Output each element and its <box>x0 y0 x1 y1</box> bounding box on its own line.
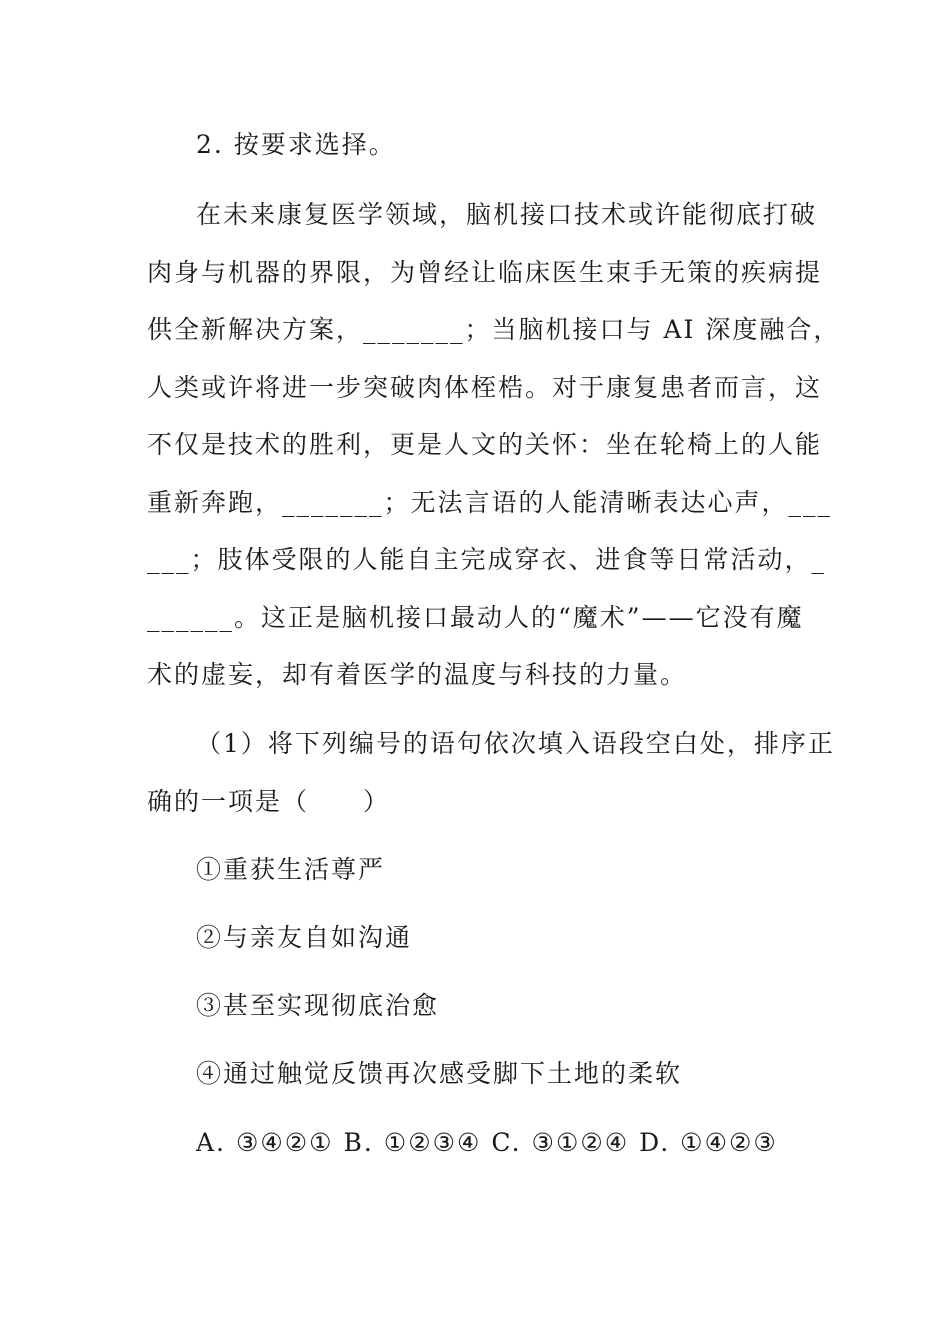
option-sentence: ①重获生活尊严 <box>196 855 386 884</box>
passage-line: ______。这正是脑机接口最动人的“魔术”——它没有魔 <box>147 603 804 632</box>
passage-line: 肉身与机器的界限，为曾经让临床医生束手无策的疾病提 <box>147 258 823 287</box>
passage-line: 术的虚妄，却有着医学的温度与科技的力量。 <box>147 660 688 689</box>
passage-line: 供全新解决方案，_______；当脑机接口与 AI 深度融合， <box>147 315 841 344</box>
passage-line: ___；肢体受限的人能自主完成穿衣、进食等日常活动，_ <box>147 545 827 574</box>
passage-line: 重新奔跑，_______；无法言语的人能清晰表达心声，___ <box>147 488 833 517</box>
sub-question-line: 确的一项是（ ） <box>147 787 391 816</box>
passage-line: 人类或许将进一步突破肉体桎梏。对于康复患者而言，这 <box>147 373 823 402</box>
passage-line: 不仅是技术的胜利，更是人文的关怀：坐在轮椅上的人能 <box>147 430 823 459</box>
sub-question-line: （1）将下列编号的语句依次填入语段空白处，排序正 <box>196 729 835 758</box>
option-sentence: ④通过触觉反馈再次感受脚下土地的柔软 <box>196 1059 683 1088</box>
option-sentence: ②与亲友自如沟通 <box>196 923 413 952</box>
option-sentence: ③甚至实现彻底治愈 <box>196 991 440 1020</box>
answer-choices: A. ③④②① B. ①②③④ C. ③①②④ D. ①④②③ <box>196 1128 778 1157</box>
passage-line: 在未来康复医学领域，脑机接口技术或许能彻底打破 <box>196 200 818 229</box>
question-title: 2. 按要求选择。 <box>196 130 396 159</box>
